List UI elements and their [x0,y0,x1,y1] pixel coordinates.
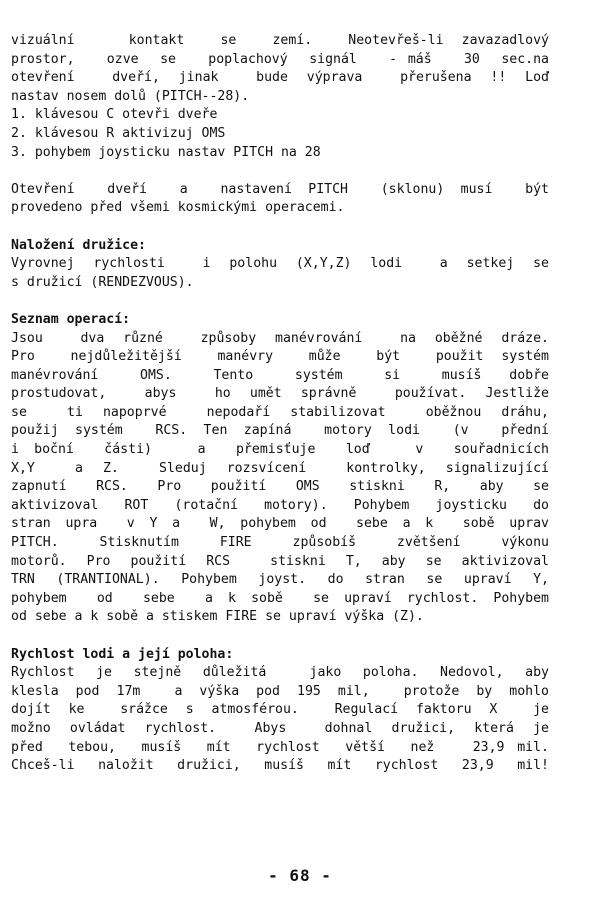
text-line: dojít ke srážce s atmosférou. Regulací faktoru X je [11,702,549,718]
text-line: PITCH. Stisknutím FIRE způsobíš zvětšení výkonu [11,535,549,551]
section-heading-satellite-loading: Naložení družice: [11,237,146,253]
text-line: aktivizoval ROT (rotační motory). Pohybem joysticku do [11,497,549,513]
text-line: provedeno před všemi kosmickými operacemi. [11,200,345,216]
text-line: klesla pod 17m a výška pod 195 mil, protože by mohlo [11,683,549,699]
text-line: možno ovládat rychlost. Abys dohnal družici, která je [11,720,549,736]
text-line: nastav nosem dolů (PITCH--28). [11,88,250,104]
section-heading-operations: Seznam operací: [11,311,131,327]
text-line: zapnutí RCS. Pro použití OMS stiskni R, aby se [11,479,549,495]
text-line: Rychlost je stejně důležitá jako poloha. Nedovol, aby [11,665,549,681]
text-line: otevření dveří, jinak bude výprava přerušena !! Loď [11,70,549,86]
text-line: Otevření dveří a nastavení PITCH (sklonu) musí být [11,181,549,197]
list-item: 2. klávesou R aktivizuj OMS [11,125,226,141]
text-line: manévrování OMS. Tento systém si musíš dobře [11,367,549,383]
text-line: s družicí (RENDEZVOUS). [11,274,194,290]
spacer [11,292,549,311]
text-line: prostor, ozve se poplachový signál - máš 30 sec.na [11,51,549,67]
text-line: Pro nejdůležitější manévry může být použit systém [11,349,549,365]
paragraph-operations [11,330,549,628]
text-line: Jsou dva různé způsoby manévrování na oběžné dráze. [11,330,549,346]
text-line: Chceš-li naložit družici, musíš mít rychlost 23,9 mil! [11,758,549,774]
text-line: i boční části) a přemisťuje loď v souřadnicích [11,442,549,458]
spacer [11,218,549,237]
text-line: od sebe a k sobě a stiskem FIRE se upraví výška (Z). [11,609,424,625]
text-line: použij systém RCS. Ten zapíná motory lodi (v přední [11,423,549,439]
section-heading-speed-position: Rychlost lodi a její poloha: [11,646,234,662]
list-item: 1. klávesou C otevři dveře [11,107,218,123]
spacer [11,627,549,646]
paragraph-pitch-note [11,181,549,218]
text-line: stran upra v Y a W, pohybem od sebe a k sobě uprav [11,516,549,532]
paragraph-door-instructions [11,32,549,162]
text-line: Vyrovnej rychlosti i polohu (X,Y,Z) lodi a setkej se [11,256,549,272]
paragraph-speed [11,664,549,776]
text-line: vizuální kontakt se zemí. Neotevřeš-li zavazadlový [11,33,549,48]
text-line: před tebou, musíš mít rychlost větší než 23,9 mil. [11,739,549,755]
text-line: pohybem od sebe a k sobě se upraví rychlost. Pohybem [11,590,549,606]
text-line: TRN (TRANTIONAL). Pohybem joyst. do stran se upraví Y, [11,572,549,588]
list-item: 3. pohybem joysticku nastav PITCH na 28 [11,144,321,160]
paragraph-rendezvous [11,255,549,292]
page-number: - 68 - [268,866,332,885]
text-line: se ti napoprvé nepodaří stabilizovat oběžnou dráhu, [11,404,549,420]
text-line: X,Y a Z. Sleduj rozsvícení kontrolky, signalizující [11,460,549,476]
text-line: prostudovat, abys ho umět správně používat. Jestliže [11,386,549,402]
text-line: motorů. Pro použití RCS stiskni T, aby se aktivizoval [11,553,549,569]
document-page [11,32,549,776]
spacer [11,162,549,181]
